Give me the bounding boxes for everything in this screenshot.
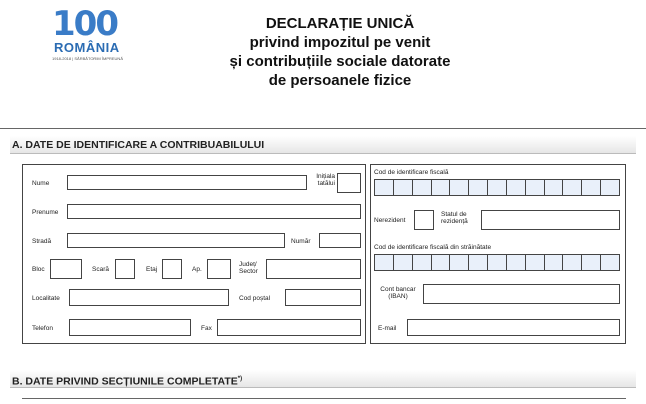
bloc-input[interactable]: [50, 259, 82, 279]
label-nume: Nume: [32, 180, 50, 187]
label-localitate: Localitate: [32, 295, 60, 302]
label-numar: Număr: [291, 238, 311, 245]
cont-bancar-input[interactable]: [423, 284, 620, 304]
cod-postal-input[interactable]: [285, 289, 361, 306]
label-cif-strainatate: Cod de identificare fiscală din străinătate: [374, 244, 492, 251]
label-bloc: Bloc: [32, 266, 45, 273]
label-initiala: Inițiala tatălui: [316, 173, 335, 187]
logo-country: ROMÂNIA: [54, 40, 120, 55]
nume-input[interactable]: [67, 175, 307, 190]
etaj-input[interactable]: [162, 259, 182, 279]
statul-rezidenta-input[interactable]: [481, 210, 620, 230]
localitate-input[interactable]: [69, 289, 229, 306]
label-email: E-mail: [378, 325, 397, 332]
logo-number: 100: [52, 4, 117, 44]
label-cont-bancar: Cont bancar (IBAN): [380, 286, 416, 300]
scara-input[interactable]: [115, 259, 135, 279]
telefon-input[interactable]: [69, 319, 191, 336]
page-title: DECLARAȚIE UNICĂ privind impozitul pe venit și contribuțiile sociale datorate de persoanele fizice: [229, 15, 451, 89]
label-statul: Statul de rezidență: [441, 211, 468, 225]
cif-strainatate-input[interactable]: [374, 254, 620, 271]
label-fax: Fax: [201, 325, 212, 332]
ap-input[interactable]: [207, 259, 231, 279]
judet-input[interactable]: [266, 259, 361, 279]
label-telefon: Telefon: [32, 325, 53, 332]
label-scara: Scară: [92, 266, 109, 273]
label-strada: Stradă: [32, 238, 52, 245]
label-etaj: Etaj: [146, 266, 158, 273]
label-cif: Cod de identificare fiscală: [374, 169, 449, 176]
section-b-heading: B. DATE PRIVIND SECȚIUNILE COMPLETATE*): [10, 370, 636, 388]
initiala-input[interactable]: [337, 173, 361, 193]
divider: [0, 128, 646, 129]
label-judet: Județ/ Sector: [239, 261, 258, 275]
section-a-heading: A. DATE DE IDENTIFICARE A CONTRIBUABILULUI: [10, 136, 636, 154]
label-cod-postal: Cod poștal: [239, 295, 271, 302]
strada-input[interactable]: [67, 233, 285, 248]
section-b-panel-top: [22, 398, 626, 399]
nerezident-checkbox[interactable]: [414, 210, 434, 230]
logo-centenary: [52, 6, 117, 42]
identification-panel: [22, 164, 366, 344]
prenume-input[interactable]: [67, 204, 361, 219]
email-input[interactable]: [407, 319, 620, 336]
logo-tagline: 1918-2018 | SĂRBĂTORIM ÎMPREUNĂ: [52, 56, 123, 61]
fiscal-panel: [370, 164, 626, 344]
fax-input[interactable]: [217, 319, 361, 336]
numar-input[interactable]: [319, 233, 361, 248]
label-ap: Ap.: [192, 266, 202, 273]
label-nerezident: Nerezident: [374, 217, 406, 224]
label-prenume: Prenume: [32, 209, 59, 216]
cif-input[interactable]: [374, 179, 620, 196]
